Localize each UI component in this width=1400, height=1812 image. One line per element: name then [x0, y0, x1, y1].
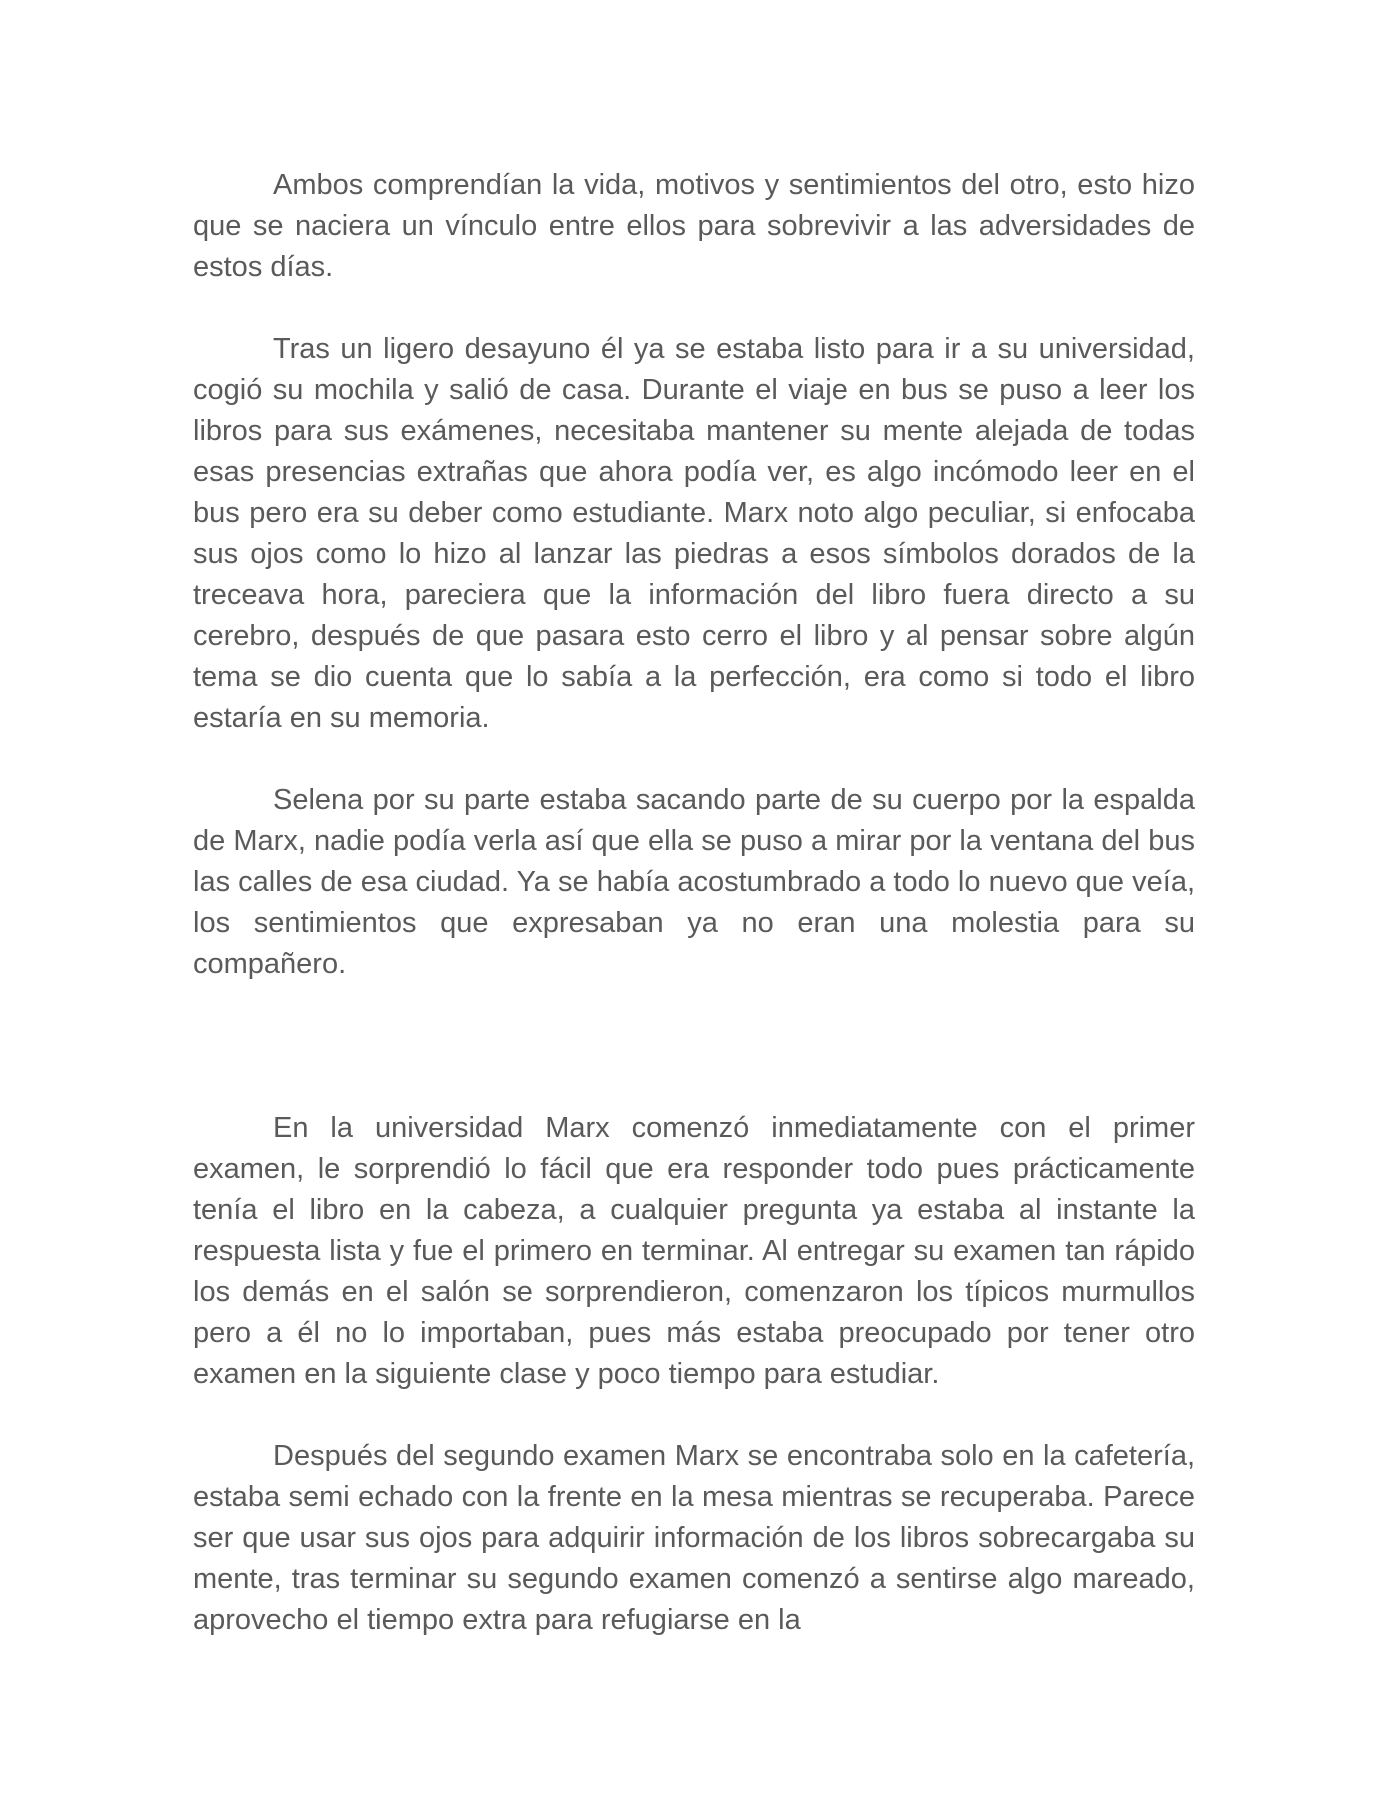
paragraph-3: Selena por su parte estaba sacando parte de su cuerpo por la espalda de Marx, nadie podía verla así que ella se puso a mirar por la ventana del bus las calles de esa ciudad. Ya se había acostumbrado a todo lo nuevo que veía, los sentimientos que expresaban ya no eran una molestia para su compañero.: [193, 784, 1195, 980]
paragraph-2: Tras un ligero desayuno él ya se estaba listo para ir a su universidad, cogió su mochila y salió de casa. Durante el viaje en bus se puso a leer los libros para sus exámenes, necesitaba mantener su mente alejada de todas esas presencias extrañas que ahora podía ver, es algo incómodo leer en el bus pero era su deber como estudiante. Marx noto algo peculiar, si enfocaba sus ojos como lo hizo al lanzar las piedras a esos símbolos dorados de la treceava hora, pareciera que la información del libro fuera directo a su cerebro, después de que pasara esto cerro el libro y al pensar sobre algún tema se dio cuenta que lo sabía a la perfección, era como si todo el libro estaría en su memoria.: [193, 333, 1195, 734]
paragraph-1: Ambos comprendían la vida, motivos y sentimientos del otro, esto hizo que se naciera un vínculo entre ellos para sobrevivir a las adversidades de estos días.: [193, 169, 1195, 283]
body-text: [193, 165, 1195, 1682]
paragraph-4: En la universidad Marx comenzó inmediatamente con el primer examen, le sorprendió lo fácil que era responder todo pues prácticamente tenía el libro en la cabeza, a cualquier pregunta ya estaba al instante la respuesta lista y fue el primero en terminar. Al entregar su examen tan rápido los demás en el salón se sorprendieron, comenzaron los típicos murmullos pero a él no lo importaban, pues más estaba preocupado por tener otro examen en la siguiente clase y poco tiempo para estudiar.: [193, 1112, 1195, 1390]
paragraph-5: Después del segundo examen Marx se encontraba solo en la cafetería, estaba semi echado con la frente en la mesa mientras se recuperaba. Parece ser que usar sus ojos para adquirir información de los libros sobrecargaba su mente, tras terminar su segundo examen comenzó a sentirse algo mareado, aprovecho el tiempo extra para refugiarse en la: [193, 1440, 1195, 1636]
